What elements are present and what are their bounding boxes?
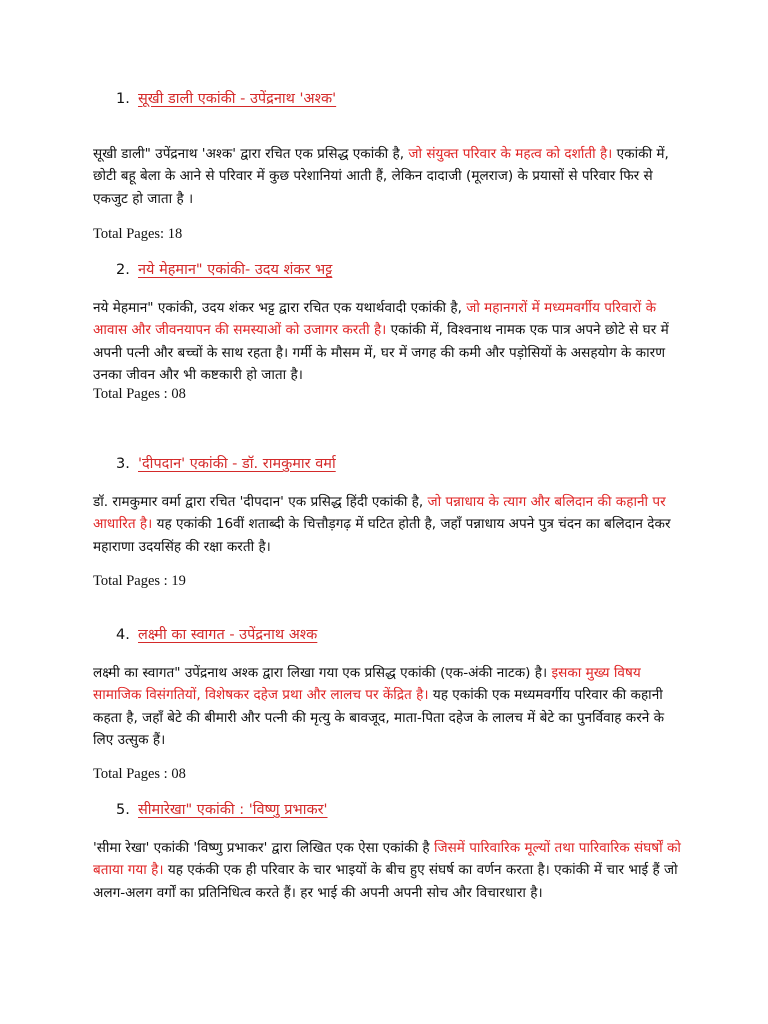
section-1-title: सूखी डाली एकांकी - उपेंद्रनाथ 'अश्क' [138, 91, 337, 107]
section-5-heading [116, 800, 328, 820]
section-4-number: 4. [116, 627, 130, 643]
section-2-title: नये मेहमान" एकांकी- उदय शंकर भट्ट [138, 262, 333, 278]
section-5-number: 5. [116, 802, 130, 818]
section-1-paragraph [93, 143, 683, 210]
section-4-para-lead: लक्ष्मी का स्वागत" उपेंद्रनाथ अश्क द्वारा लिखा गया एक प्रसिद्ध एकांकी (एक-अंकी नाटक) है। [93, 665, 552, 681]
section-3-para-tail: यह एकांकी 16वीं शताब्दी के चित्तौड़गढ़ में घटित होती है, जहाँ पन्नाधाय अपने पुत्र चंदन का बलिदान देकर महाराणा उदयसिंह की रक्षा करती है। [93, 516, 671, 555]
section-2-paragraph [93, 297, 683, 387]
section-1-total-pages: Total Pages: 18 [93, 226, 183, 242]
section-2-total-pages: Total Pages : 08 [93, 386, 186, 402]
section-3-paragraph [93, 491, 683, 558]
section-4-para-tail: यह एकांकी एक मध्यमवर्गीय परिवार की कहानी कहता है, जहाँ बेटे की बीमारी और पत्नी की मृत्यु के बावजूद, माता-पिता दहेज के लालच में बेटे का पुनर्विवाह करने के लिए उत्सुक हैं। [93, 687, 665, 749]
section-3-para-highlight: जो पन्नाधाय के त्याग और बलिदान की कहानी पर आधारित है। [93, 494, 666, 533]
section-5-title: सीमारेखा" एकांकी : 'विष्णु प्रभाकर' [138, 802, 328, 818]
section-5-paragraph [93, 837, 683, 904]
section-2-para-lead: नये मेहमान" एकांकी, उदय शंकर भट्ट द्वारा रचित एक यथार्थवादी एकांकी है, [93, 300, 467, 316]
section-4-total-pages: Total Pages : 08 [93, 766, 186, 782]
section-2-para-tail: एकांकी में, विश्वनाथ नामक एक पात्र अपने छोटे से घर में अपनी पत्नी और बच्चों के साथ रहता है। गर्मी के मौसम में, घर में जगह की कमी और पड़ोसियों के असहयोग के कारण उनका जीवन और भी कष्टकारी हो जाता है। [93, 322, 669, 384]
section-3-title: 'दीपदान' एकांकी - डॉ. रामकुमार वर्मा [138, 456, 336, 472]
section-2-number: 2. [116, 262, 130, 278]
section-1-number: 1. [116, 91, 130, 107]
section-5-para-lead: 'सीमा रेखा' एकांकी 'विष्णु प्रभाकर' द्वारा लिखित एक ऐसा एकांकी है [93, 840, 434, 856]
section-2-heading [116, 260, 332, 280]
section-3-para-lead: डॉ. रामकुमार वर्मा द्वारा रचित 'दीपदान' एक प्रसिद्ध हिंदी एकांकी है, [93, 494, 428, 510]
section-2-para-highlight: जो महानगरों में मध्यमवर्गीय परिवारों के आवास और जीवनयापन की समस्याओं को उजागर करती है। [93, 300, 657, 339]
section-4-title: लक्ष्मी का स्वागत - उपेंद्रनाथ अश्क [138, 627, 318, 643]
section-1-heading [116, 89, 336, 109]
section-4-paragraph [93, 662, 683, 752]
section-4-para-highlight: इसका मुख्य विषय सामाजिक विसंगतियों, विशेषकर दहेज प्रथा और लालच पर केंद्रित है। [93, 665, 641, 704]
section-3-number: 3. [116, 456, 130, 472]
section-3-heading [116, 454, 336, 474]
section-1-para-highlight: जो संयुक्त परिवार के महत्व को दर्शाती है। [408, 146, 613, 162]
section-5-para-tail: यह एकंकी एक ही परिवार के चार भाइयों के बीच हुए संघर्ष का वर्णन करता है। एकांकी में चार भाई हैं जो अलग-अलग वर्गों का प्रतिनिधित्व करते हैं। हर भाई की अपनी अपनी सोच और विचारधारा है। [93, 862, 678, 901]
section-1-para-lead: सूखी डाली" उपेंद्रनाथ 'अश्क' द्वारा रचित एक प्रसिद्ध एकांकी है, [93, 146, 409, 162]
section-1-para-tail: एकांकी में, छोटी बहू बेला के आने से परिवार में कुछ परेशानियां आती हैं, लेकिन दादाजी (मूलराज) के प्रयासों से परिवार फिर से एकजुट हो जाता है । [93, 146, 669, 207]
section-4-heading [116, 625, 317, 645]
section-5-para-highlight: जिसमें पारिवारिक मूल्यों तथा पारिवारिक संघर्षों को बताया गया है। [93, 840, 681, 879]
section-3-total-pages: Total Pages : 19 [93, 573, 186, 589]
